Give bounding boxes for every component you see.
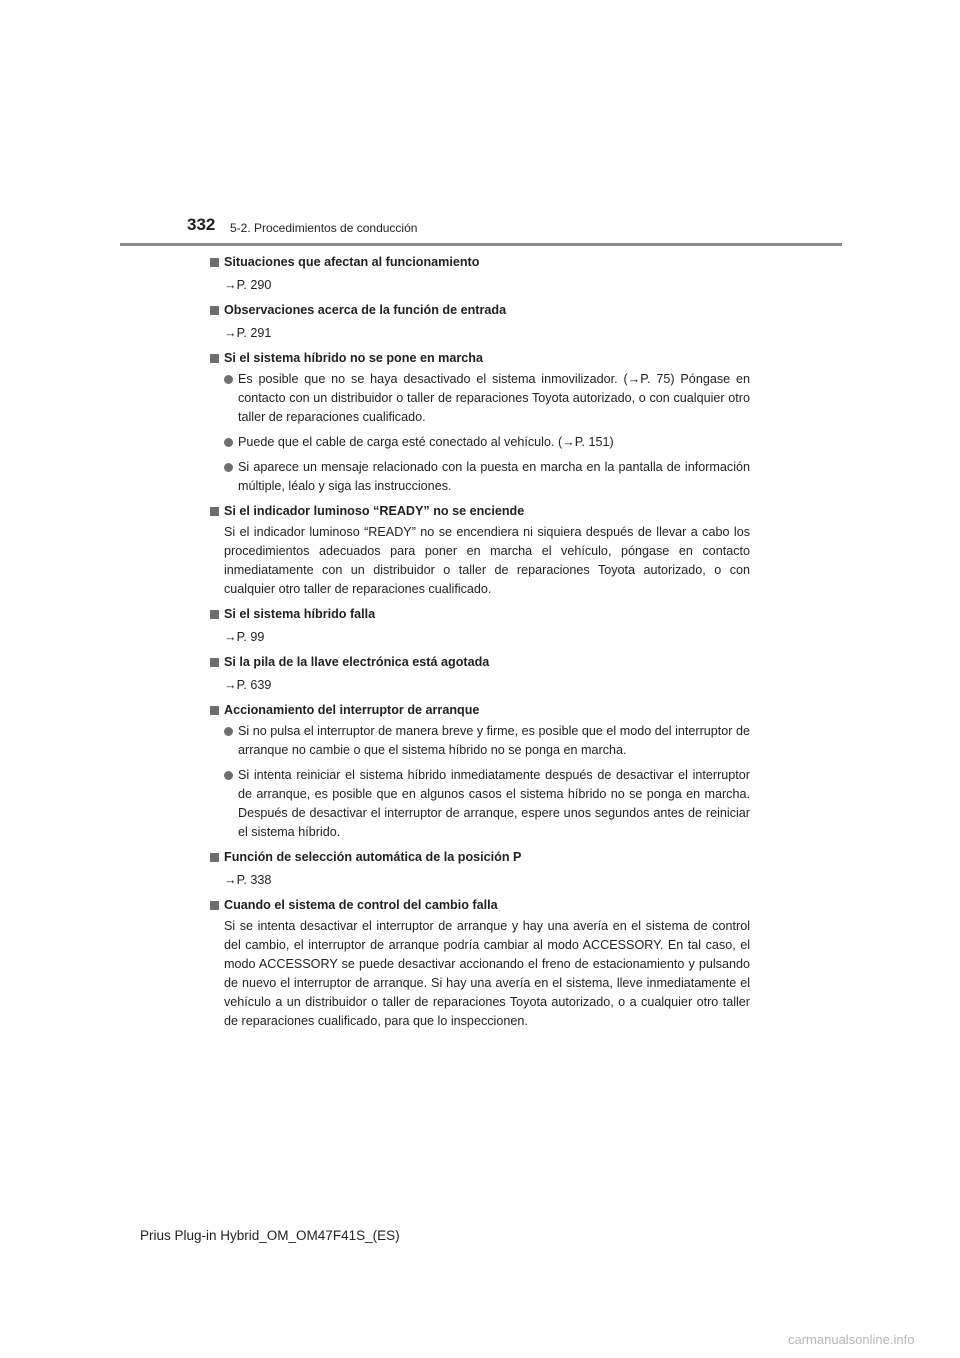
section-heading: Cuando el sistema de control del cambio falla: [210, 896, 750, 915]
watermark: carmanualsonline.info: [788, 1332, 915, 1347]
section-paragraph: Si el indicador luminoso “READY” no se encendiera ni siquiera después de llevar a cabo los procedimientos adecuados para poner en marcha el vehículo, póngase en contacto inmediatamente con un distribuidor o taller de reparaciones Toyota autorizado, o con cualquier otro taller de reparaciones cualificado.: [224, 525, 750, 596]
round-bullet-icon: [224, 771, 233, 780]
page-reference-link[interactable]: →P. 290: [224, 278, 272, 292]
section-heading: Observaciones acerca de la función de entrada: [210, 301, 750, 320]
round-bullet-icon: [224, 375, 233, 384]
header-rule: [120, 243, 842, 246]
section-heading: Si el sistema híbrido falla: [210, 605, 750, 624]
square-bullet-icon: [210, 610, 219, 619]
bullet-item: Puede que el cable de carga esté conectado al vehículo. (→P. 151): [224, 433, 750, 452]
section-block: [210, 848, 750, 890]
section-block: [210, 349, 750, 496]
page-reference-link[interactable]: →P. 99: [224, 630, 265, 644]
square-bullet-icon: [210, 354, 219, 363]
page-reference-link[interactable]: →P. 291: [224, 326, 272, 340]
page-reference-link[interactable]: →P. 639: [224, 678, 272, 692]
section-block: [210, 896, 750, 1031]
section-block: [210, 502, 750, 599]
section-heading: Si el indicador luminoso “READY” no se enciende: [210, 502, 750, 521]
square-bullet-icon: [210, 258, 219, 267]
square-bullet-icon: [210, 901, 219, 910]
section-block: [210, 653, 750, 695]
section-heading: Situaciones que afectan al funcionamiento: [210, 253, 750, 272]
bullet-item: Si aparece un mensaje relacionado con la puesta en marcha en la pantalla de información múltiple, léalo y siga las instrucciones.: [224, 458, 750, 496]
bullet-item: Si no pulsa el interruptor de manera breve y firme, es posible que el modo del interruptor de arranque no cambie o que el sistema híbrido no se ponga en marcha.: [224, 722, 750, 760]
square-bullet-icon: [210, 658, 219, 667]
section-block: [210, 605, 750, 647]
page-number: 332: [187, 215, 216, 234]
section-block: [210, 253, 750, 295]
bullet-item: Si intenta reiniciar el sistema híbrido inmediatamente después de desactivar el interruptor de arranque, es posible que en algunos casos el sistema híbrido no se ponga en marcha. Después de desactivar el interruptor de arranque, espere unos segundos antes de reiniciar el sistema híbrido.: [224, 766, 750, 842]
content: [210, 253, 750, 1037]
section-heading: Si la pila de la llave electrónica está agotada: [210, 653, 750, 672]
footer-document-id: Prius Plug-in Hybrid_OM_OM47F41S_(ES): [140, 1228, 400, 1243]
square-bullet-icon: [210, 507, 219, 516]
section-block: [210, 301, 750, 343]
square-bullet-icon: [210, 706, 219, 715]
round-bullet-icon: [224, 727, 233, 736]
round-bullet-icon: [224, 463, 233, 472]
square-bullet-icon: [210, 306, 219, 315]
section-heading: Accionamiento del interruptor de arranque: [210, 701, 750, 720]
section-block: [210, 701, 750, 842]
round-bullet-icon: [224, 438, 233, 447]
page-reference-link[interactable]: →P. 338: [224, 873, 272, 887]
section-paragraph: Si se intenta desactivar el interruptor de arranque y hay una avería en el sistema de control del cambio, el interruptor de arranque podría cambiar al modo ACCESSORY. En tal caso, el modo ACCESSORY se puede desactivar accionando el freno de estacionamiento y pulsando de nuevo el interruptor de arranque. Si hay una avería en el sistema, lleve inmediatamente el vehículo a un distribuidor o taller de reparaciones Toyota autorizado, o a cualquier otro taller de reparaciones cualificado, para que lo inspeccionen.: [224, 919, 750, 1028]
section-title: 5-2. Procedimientos de conducción: [230, 221, 418, 235]
section-heading: Función de selección automática de la posición P: [210, 848, 750, 867]
bullet-item: Es posible que no se haya desactivado el sistema inmovilizador. (→P. 75) Póngase en contacto con un distribuidor o taller de reparaciones Toyota autorizado, o con cualquier otro taller de reparaciones cualificado.: [224, 370, 750, 427]
square-bullet-icon: [210, 853, 219, 862]
section-heading: Si el sistema híbrido no se pone en marcha: [210, 349, 750, 368]
